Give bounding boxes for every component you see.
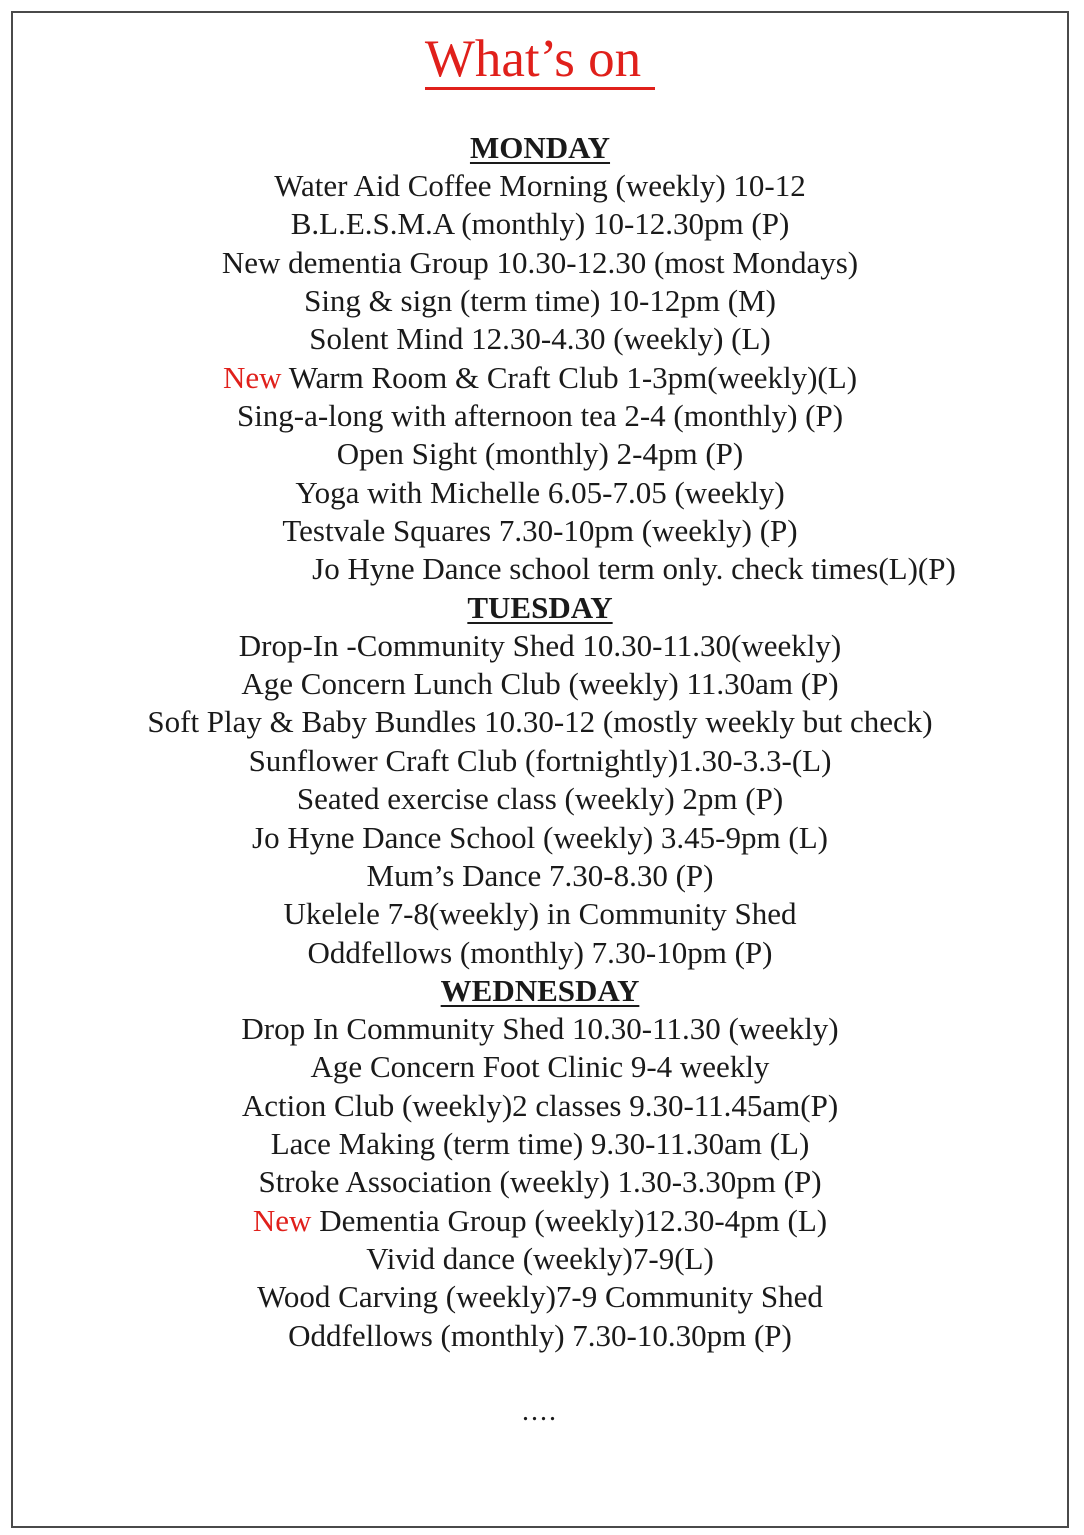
list-item: Stroke Association (weekly) 1.30-3.30pm (P) xyxy=(258,1164,822,1200)
day-heading-wednesday: WEDNESDAY xyxy=(440,972,640,1008)
schedule xyxy=(13,129,1067,1355)
list-item: Ukelele 7-8(weekly) in Community Shed xyxy=(283,896,797,932)
list-item: Vivid dance (weekly)7-9(L) xyxy=(366,1240,714,1276)
list-item: New Warm Room & Craft Club 1-3pm(weekly)(L) xyxy=(222,359,858,395)
list-item: Action Club (weekly)2 classes 9.30-11.45am(P) xyxy=(241,1087,839,1123)
page-border xyxy=(11,11,1069,1528)
list-item: Sing & sign (term time) 10-12pm (M) xyxy=(304,283,776,319)
list-item: Seated exercise class (weekly) 2pm (P) xyxy=(296,781,784,817)
list-item: Sing-a-long with afternoon tea 2-4 (monthly) (P) xyxy=(236,398,844,434)
continuation-marker: .... xyxy=(522,1396,558,1427)
list-item: Oddfellows (monthly) 7.30-10.30pm (P) xyxy=(288,1317,792,1353)
list-item: Mum’s Dance 7.30-8.30 (P) xyxy=(366,857,714,893)
list-item: Yoga with Michelle 6.05-7.05 (weekly) xyxy=(295,474,785,510)
list-item: Testvale Squares 7.30-10pm (weekly) (P) xyxy=(282,513,798,549)
page-title: What’s on xyxy=(13,27,1067,91)
day-heading-tuesday: TUESDAY xyxy=(467,589,613,625)
list-item: Water Aid Coffee Morning (weekly) 10-12 xyxy=(274,168,806,203)
list-item: Oddfellows (monthly) 7.30-10pm (P) xyxy=(307,934,773,970)
list-item: Drop In Community Shed 10.30-11.30 (weekly) xyxy=(241,1010,839,1046)
new-tag: New xyxy=(222,359,282,395)
new-tag: New xyxy=(252,1202,312,1238)
list-item: Sunflower Craft Club (fortnightly)1.30-3.3-(L) xyxy=(248,742,832,778)
list-item: Lace Making (term time) 9.30-11.30am (L) xyxy=(270,1125,810,1161)
list-item: Age Concern Lunch Club (weekly) 11.30am (P) xyxy=(241,666,839,702)
list-item: Open Sight (monthly) 2-4pm (P) xyxy=(336,436,744,472)
list-item: B.L.E.S.M.A (monthly) 10-12.30pm (P) xyxy=(290,206,790,242)
list-item: Jo Hyne Dance School (weekly) 3.45-9pm (L) xyxy=(252,819,828,855)
list-item: Age Concern Foot Clinic 9-4 weekly xyxy=(310,1049,770,1085)
list-item: New Dementia Group (weekly)12.30-4pm (L) xyxy=(252,1202,828,1238)
list-item: New dementia Group 10.30-12.30 (most Mondays) xyxy=(221,244,859,280)
list-item: Wood Carving (weekly)7-9 Community Shed xyxy=(257,1279,823,1315)
list-item: Drop-In -Community Shed 10.30-11.30(weekly) xyxy=(238,627,842,663)
list-item: Solent Mind 12.30-4.30 (weekly) (L) xyxy=(309,321,771,357)
day-heading-monday: MONDAY xyxy=(469,130,611,165)
list-item: Soft Play & Baby Bundles 10.30-12 (mostly weekly but check) xyxy=(147,704,933,740)
list-item: Jo Hyne Dance school term only. check times(L)(P) xyxy=(312,551,956,587)
